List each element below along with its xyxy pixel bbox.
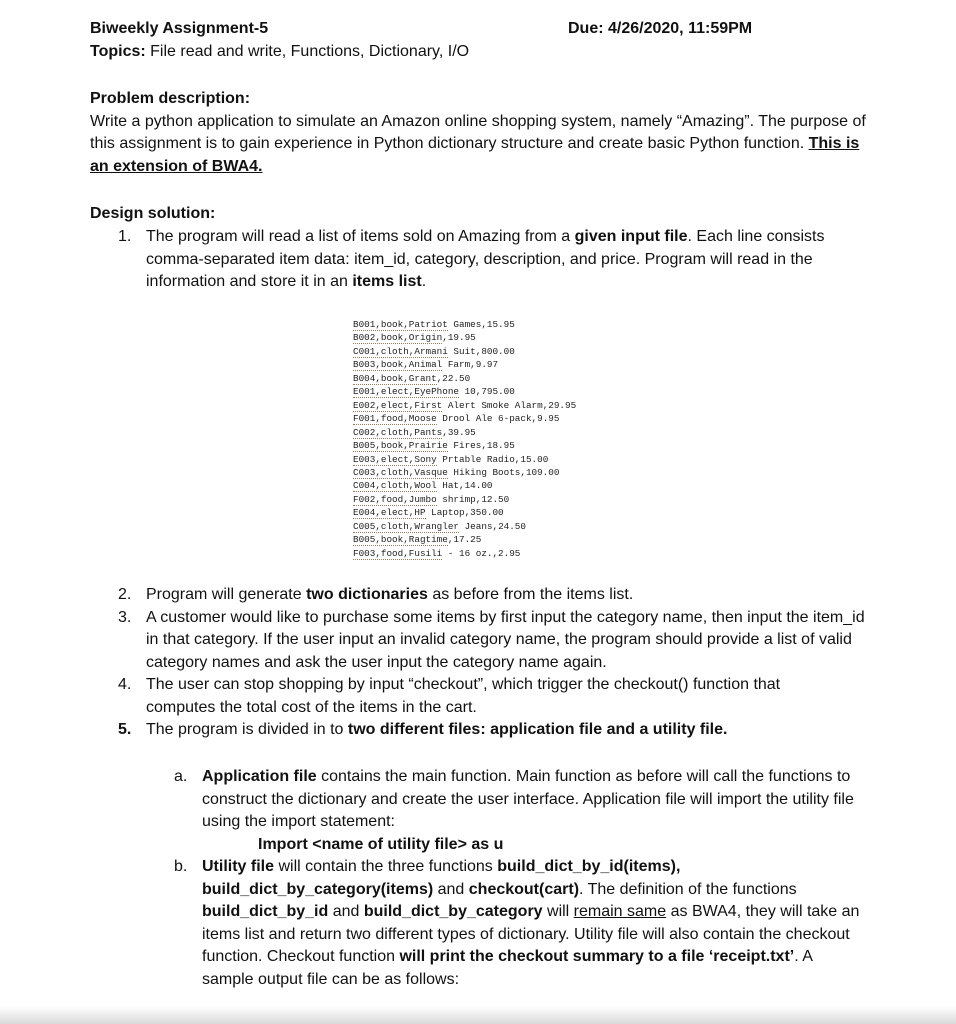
item-line-prefix: F003,food,Fusili (353, 547, 443, 559)
sub-item-application-file: a. Application file contains the main function. Main function as before will call the functions to construct the dictionary and create the user interface. Application file will import the utility file using the import statement: Import <name of utility file> as u (174, 766, 864, 856)
item-line (353, 318, 576, 331)
list-item: 1. The program will read a list of items sold on Amazing from a given input file. Each line consists comma-separated item data: item_id, category, description, and price. Program will read in the information and store it in an items list. (118, 228, 825, 290)
extension-note: This is an extension of BWA4. (90, 135, 860, 175)
list-item: 5. The program is divided in to two different files: application file and a utility file. (118, 719, 878, 742)
list-number: 3. (118, 608, 132, 626)
item-line-rest: Jeans,24.50 (459, 520, 526, 532)
item-line-prefix: B004,book,Grant (353, 372, 437, 384)
item-line-prefix: F002,food,Jumbo (353, 493, 437, 505)
item-line-rest: Games,15.95 (447, 319, 515, 330)
item-line-rest: Hat,14.00 (436, 480, 493, 492)
item-line (353, 331, 576, 344)
item-line-prefix: B005,book,Ragtime (353, 534, 448, 546)
item-line-prefix: E001,elect,EyePhone (353, 386, 460, 398)
item-line-rest: 10,795.00 (459, 386, 515, 398)
item-line (353, 506, 576, 519)
design-list-part1 (118, 226, 860, 294)
item-line (353, 412, 576, 425)
item-line (353, 358, 576, 371)
item-line-rest: Alert Smoke Alarm,29.95 (442, 399, 577, 411)
item-line-rest: shrimp,12.50 (436, 493, 510, 505)
item-line (353, 345, 576, 358)
list-item: 3. A customer would like to purchase some items by first input the category name, then input the item_id in that category. If the user input an invalid category name, the program should provide a list of valid category names and ask the user input the category name again. (118, 608, 865, 671)
list-item: 4. The user can stop shopping by input “checkout”, which trigger the checkout() function that computes the total cost of the items in the cart. (118, 676, 781, 716)
list-number: 5. (118, 721, 132, 738)
item-line (353, 493, 576, 506)
item-line-rest: Laptop,350.00 (425, 507, 504, 519)
item-line (353, 547, 576, 560)
item-line (353, 520, 576, 533)
design-section (90, 203, 870, 226)
item-line-prefix: B005,book,Prairie (353, 440, 448, 452)
item-line-rest: ,22.50 (436, 372, 471, 384)
item-line-prefix: E003,elect,Sony (353, 453, 437, 465)
item-line-prefix: C004,cloth,Wool (353, 480, 437, 492)
design-title: Design solution: (90, 205, 216, 222)
item-line-prefix: E002,elect,First (353, 399, 443, 411)
sub-letter: a. (174, 768, 188, 785)
item-line-rest: Suit,800.00 (447, 345, 515, 357)
problem-title: Problem description: (90, 90, 251, 107)
item-line (353, 385, 576, 398)
item-line (353, 479, 576, 492)
due-date: Due: 4/26/2020, 11:59PM (568, 20, 753, 37)
item-line (353, 372, 576, 385)
item-line-rest: Drool Ale 6-pack,9.95 (436, 413, 560, 425)
item-line-prefix: C005,cloth,Wrangler (353, 520, 460, 532)
item-line-prefix: B003,book,Animal (353, 359, 443, 371)
item-line (353, 399, 576, 412)
sub-item-utility-file: b. Utility file will contain the three functions build_dict_by_id(items), build_dict_by_category(items) and checkout(cart). The definition of the functions build_dict_by_id and build_dict_by_category will remain same as BWA4, they will take an items list and return two different types of dictionary. Utility file will also contain the checkout function. Checkout function will print the checkout summary to a file ‘receipt.txt’. A sample output file can be as follows: (174, 858, 860, 988)
sub-list (174, 766, 864, 991)
design-list-part2 (118, 584, 878, 742)
item-line (353, 426, 576, 439)
item-line-prefix: C002,cloth,Pants (353, 426, 443, 438)
list-item: 2. Program will generate two dictionaries as before from the items list. (118, 584, 878, 607)
item-line-rest: Prtable Radio,15.00 (436, 453, 549, 465)
page-bottom-shadow (0, 1006, 956, 1024)
item-line-rest: ,39.95 (442, 426, 476, 438)
item-line-rest: Fires,18.95 (447, 440, 515, 452)
item-line (353, 439, 576, 452)
item-line-prefix: E004,elect,HP (353, 507, 426, 519)
item-line-prefix: C003,cloth,Vasque (353, 466, 448, 478)
item-line-prefix: B002,book,Origin (353, 332, 443, 344)
import-statement: Import <name of utility file> as u (258, 835, 504, 853)
item-line-prefix: B001,book,Patriot (353, 319, 448, 330)
problem-section (90, 88, 870, 178)
item-line (353, 453, 576, 466)
item-line (353, 466, 576, 479)
item-line-prefix: C001,cloth,Armani (353, 345, 448, 357)
list-number: 2. (118, 586, 132, 603)
items-file-listing (353, 318, 576, 560)
item-line-rest: ,17.25 (447, 534, 482, 546)
list-number: 4. (118, 676, 132, 693)
item-line-rest: Farm,9.97 (442, 359, 499, 371)
item-line-rest: - 16 oz.,2.95 (442, 547, 521, 559)
assignment-title: Biweekly Assignment-5 (90, 20, 269, 37)
sub-letter: b. (174, 858, 188, 875)
topics-text: File read and write, Functions, Dictionary, I/O (145, 43, 470, 60)
item-line (353, 533, 576, 546)
item-line-rest: Hiking Boots,109.00 (447, 466, 560, 478)
list-number: 1. (118, 228, 132, 245)
item-line-rest: ,19.95 (442, 332, 476, 344)
problem-text: Write a python application to simulate an Amazon online shopping system, namely “Amazing”. The purpose of this assignment is to gain experience in Python dictionary structure and create basic Python function. This is an extension of BWA4. (90, 112, 866, 175)
topics-label: Topics: (90, 43, 146, 60)
header (90, 18, 910, 64)
item-line-prefix: F001,food,Moose (353, 413, 437, 425)
